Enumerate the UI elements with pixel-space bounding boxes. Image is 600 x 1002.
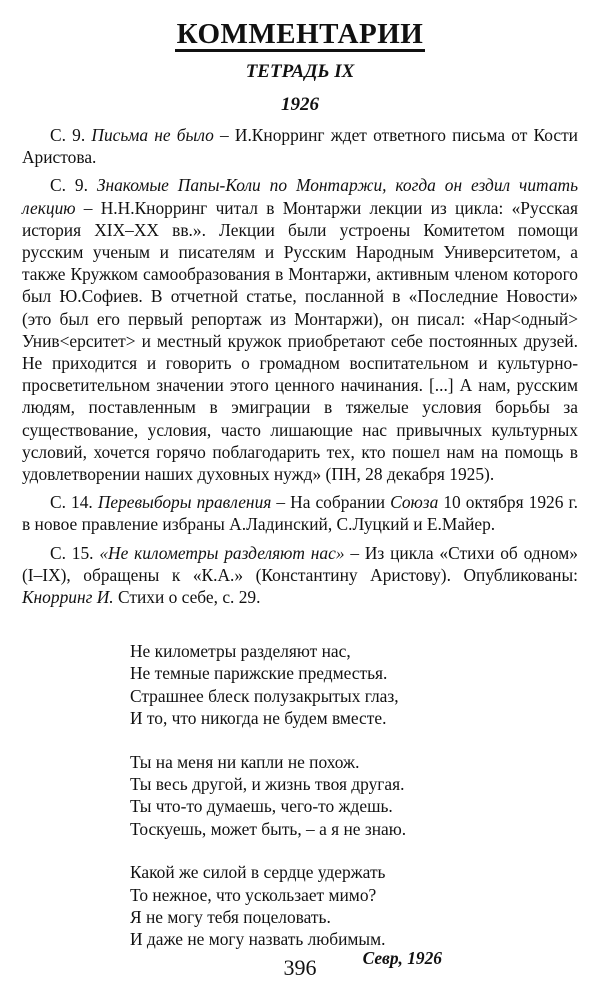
poem-line: Какой же силой в сердце удержать [130, 862, 386, 883]
commentary-body [22, 124, 578, 614]
poem-line: Ты весь другой, и жизнь твоя другая. [130, 774, 405, 795]
poem-stanza-1 [130, 640, 470, 730]
note-lemma: Знакомые Папы-Коли по Монтаржи, когда он ездил читать лекцию [22, 175, 578, 218]
poem-stanza-2 [130, 751, 470, 841]
note-text: Стихи о себе, с. 29. [113, 587, 261, 608]
note-ref: С. 15. [50, 542, 94, 563]
note-lemma-secondary: Кнорринг И. [22, 587, 114, 608]
note-text: – Из цикла «Стихи об одном» (I–IX), обращены к «К.А.» (Константину Аристову). Опубликованы: [22, 542, 578, 585]
page-title-text: КОММЕНТАРИИ [176, 18, 424, 50]
poem-line: Страшнее блеск полузакрытых глаз, [130, 685, 399, 706]
note-lemma: Письма не было [91, 125, 214, 145]
note-text: – Н.Н.Кнорринг читал в Монтаржи лекции из цикла: «Русская история XIX–XX вв.». Лекции были устроены Комитетом помощи русским ученым и писателям и Русским Народным Университетом, а также Кружком самообразования в Монтаржи, активным членом которого был Ю.Софиев. В отчетной статье, посланной в «Последние Новости» (это был его первый репортаж из Монтаржи), он писал: «Нар<одный> Унив<ерситет> и местный кружок приобретают себе постоянных друзей. Не приходится и говорить о громадном воспитательном и культурно-просветительном значении этого ценного начинания. [...] А нам, русским людям, поставленным в эмиграции в тяжелые условия борьбы за существование, условия, часто лишающие нас привычных культурных условий, хочется горячо поблагодарить тех, кто пошел нам на помощь в удовлетворении наших духовных нужд» (ПН, 28 декабря 1925). [22, 197, 578, 485]
page-title [0, 18, 600, 52]
poem-line: Я не могу тебя поцеловать. [130, 907, 331, 928]
poem-line: И даже не могу назвать любимым. [130, 929, 386, 950]
poem-line: Ты на меня ни капли не похож. [130, 751, 360, 772]
poem-line: Не темные парижские предместья. [130, 663, 388, 684]
note-text: – На собрании [271, 492, 391, 513]
poem [130, 640, 470, 969]
note-4 [22, 542, 578, 609]
note-2 [22, 174, 578, 485]
note-ref: С. 14. [50, 492, 93, 513]
note-ref: С. 9. [50, 125, 86, 145]
note-lemma-secondary: Союза [390, 492, 439, 513]
note-3 [22, 491, 578, 535]
section-subtitle: ТЕТРАДЬ IX [245, 61, 355, 82]
note-ref: С. 9. [50, 175, 88, 196]
poem-line: Ты что-то думаешь, чего-то ждешь. [130, 796, 393, 817]
note-lemma: «Не километры разделяют нас» [99, 542, 345, 563]
note-text: – И.Кнорринг ждет ответного письма от Кости Аристова. [22, 125, 578, 168]
note-text: 10 октября 1926 г. в новое правление избраны А.Ладинский, С.Луцкий и Е.Майер. [22, 492, 578, 535]
note-1 [22, 124, 578, 168]
poem-line: То нежное, что ускользает мимо? [130, 884, 377, 905]
page-number: 396 [283, 955, 317, 980]
section-year: 1926 [281, 94, 319, 115]
poem-stanza-3 [130, 861, 470, 951]
poem-line: И то, что никогда не будем вместе. [130, 708, 387, 729]
poem-signature: Севр, 1926 [362, 947, 442, 968]
poem-line: Не километры разделяют нас, [130, 641, 351, 661]
note-lemma: Перевыборы правления [97, 492, 272, 513]
poem-line: Тоскуешь, может быть, – а я не знаю. [130, 818, 407, 839]
